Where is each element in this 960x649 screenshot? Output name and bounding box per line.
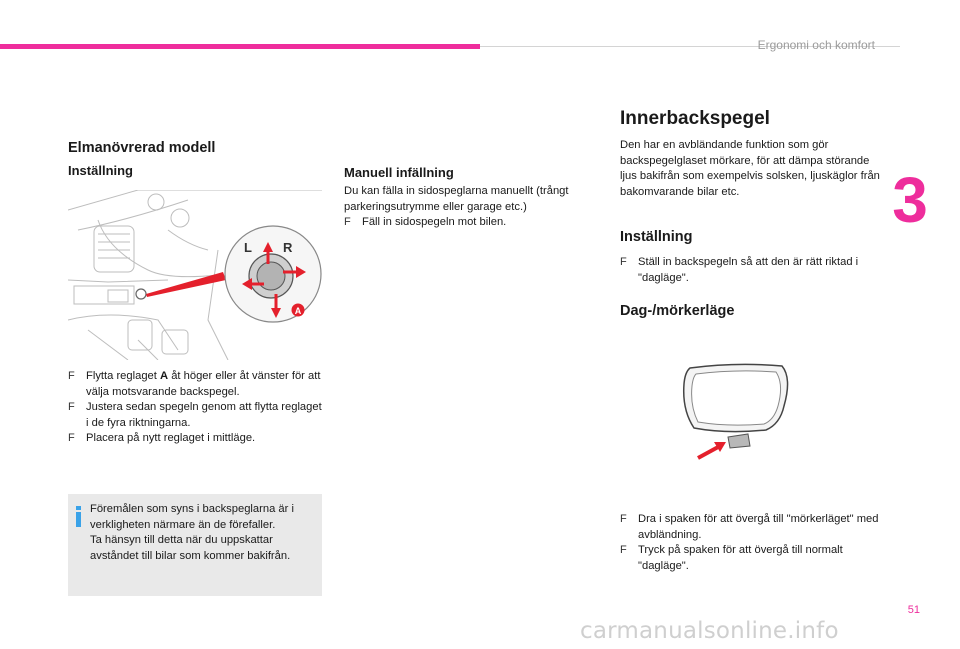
bullet-marker: F — [620, 256, 627, 268]
list-item: F Dra i spaken för att övergå till "mörkerläget" med avbländning. — [620, 513, 879, 541]
list-item: F Fäll in sidospegeln mot bilen. — [344, 215, 594, 231]
interior-mirror-paragraph: Den har en avbländande funktion som gör backspegelglaset mörkare, för att dämpa störande ljus bakifrån som exempelvis solsken, ljuskäglor från bakomvarande bilar etc. — [620, 139, 880, 198]
header-accent-bar — [0, 44, 480, 49]
list-item: F Ställ in backspegeln så att den är rätt riktad i "dagläge". — [620, 256, 859, 284]
svg-text:L: L — [244, 240, 252, 255]
mirror-control-figure — [68, 190, 322, 360]
subheading-day-night: Dag-/mörkerläge — [620, 303, 735, 319]
subheading-setting-right: Inställning — [620, 229, 693, 245]
list-item: F Placera på nytt reglaget i mittläge. — [68, 431, 322, 447]
bullet-marker: F — [68, 370, 75, 382]
section-heading-electric: Elmanövrerad modell — [68, 140, 216, 156]
page-number: 51 — [907, 604, 920, 616]
bullet-marker: F — [68, 432, 75, 444]
bullet-marker: F — [620, 544, 627, 556]
running-head: Ergonomi och komfort — [757, 38, 875, 52]
middle-bullet-list — [344, 215, 594, 231]
figure-label-a: A — [294, 306, 302, 316]
bullet-marker: F — [620, 513, 627, 525]
section-heading-manual: Manuell infällning — [344, 165, 454, 180]
list-item: F Flytta reglaget A åt höger eller åt vänster för att välja motsvarande backspegel. — [68, 370, 321, 398]
chapter-number: 3 — [892, 164, 928, 236]
bullet-marker: F — [68, 401, 75, 413]
info-icon — [76, 506, 81, 524]
info-text: Föremålen som syns i backspeglarna är i verkligheten närmare än de förefaller. Ta hänsyn till detta när du uppskattar avståndet till bilar som kommer bakifrån. — [90, 503, 294, 562]
day-night-bullet-list — [620, 512, 882, 574]
manual-paragraph: Du kan fälla in sidospeglarna manuellt (trångt parkeringsutrymme eller garage etc.) — [344, 185, 569, 213]
list-item: F Justera sedan spegeln genom att flytta reglaget i de fyra riktningarna. — [68, 401, 322, 429]
list-item: F Tryck på spaken för att övergå till normalt "dagläge". — [620, 544, 843, 572]
section-heading-interior-mirror: Innerbackspegel — [620, 108, 770, 129]
interior-mirror-figure — [676, 358, 796, 464]
control-a-label: A — [160, 370, 169, 382]
svg-text:R: R — [283, 240, 293, 255]
bullet-marker: F — [344, 216, 351, 228]
setting-bullet-list — [620, 255, 882, 286]
watermark-text: carmanualsonline.info — [580, 618, 839, 644]
subheading-setting-left: Inställning — [68, 163, 133, 178]
left-bullet-list — [68, 369, 322, 447]
